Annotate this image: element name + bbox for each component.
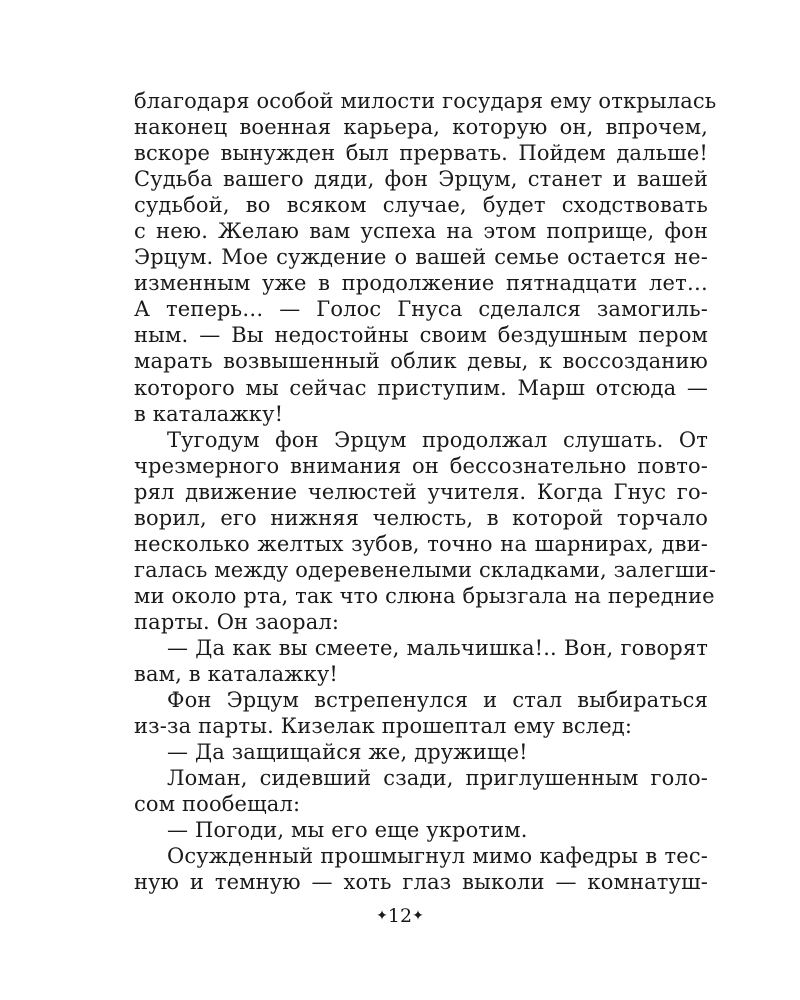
text-line: вам, в каталажку!: [134, 662, 338, 687]
text-line: Осужденный прошмыгнул мимо кафедры в тес-: [167, 844, 708, 869]
ornament-left-icon: ✦: [376, 908, 388, 924]
text-line: марать возвышенный облик девы, к воссозданию: [134, 349, 708, 374]
page-number: 12: [387, 905, 413, 927]
text-line: — Да как вы смеете, мальчишка!.. Вон, говорят: [167, 635, 708, 660]
text-line: в каталажку!: [134, 401, 284, 426]
text-line: Ломан, сидевший сзади, приглушенным голо-: [167, 766, 708, 791]
text-line: А теперь… — Голос Гнуса сделался замогиль-: [134, 297, 708, 322]
text-line: которого мы сейчас приступим. Марш отсюда —: [134, 375, 708, 400]
page-number-folio: [0, 903, 800, 929]
text-line: парты. Он заорал:: [134, 609, 340, 634]
text-line: благодаря особой милости государя ему открылась: [134, 89, 717, 113]
text-line: — Да защищайся же, дружище!: [167, 740, 528, 765]
text-line: ворил, его нижняя челюсть, в которой торчало: [134, 505, 708, 530]
text-line: с нею. Желаю вам успеха на этом поприще, фон: [134, 219, 708, 244]
text-line: судьбой, во всяком случае, будет сходствовать: [134, 193, 708, 218]
body-text: [134, 88, 717, 895]
ornament-right-icon: ✦: [412, 908, 424, 924]
text-line: ную и темную — хоть глаз выколи — комнатуш-: [134, 870, 708, 895]
text-line: Судьба вашего дяди, фон Эрцум, станет и вашей: [134, 167, 708, 192]
text-line: чрезмерного внимания он бессознательно повто-: [134, 453, 708, 478]
text-line: ми около рта, так что слюна брызгала на передние: [134, 583, 715, 608]
text-line: несколько желтых зубов, точно на шарнирах, дви-: [134, 531, 708, 556]
text-line: вскоре вынужден был прервать. Пойдем дальше!: [134, 141, 708, 166]
text-line: ным. — Вы недостойны своим бездушным пером: [134, 323, 708, 348]
text-line: из-за парты. Кизелак прошептал ему вслед:: [134, 714, 633, 739]
text-line: галась между одеревенелыми складками, залегши-: [134, 557, 717, 582]
text-line: Тугодум фон Эрцум продолжал слушать. От: [167, 427, 708, 452]
text-line: изменным уже в продолжение пятнадцати лет…: [134, 271, 708, 296]
text-line: сом пообещал:: [134, 792, 301, 817]
text-line: Эрцум. Мое суждение о вашей семье остается не-: [134, 245, 708, 270]
text-line: наконец военная карьера, которую он, впрочем,: [134, 115, 708, 140]
text-line: рял движение челюстей учителя. Когда Гнус го-: [134, 479, 708, 504]
text-line: — Погоди, мы его еще укротим.: [167, 818, 528, 843]
text-line: Фон Эрцум встрепенулся и стал выбираться: [167, 688, 708, 713]
